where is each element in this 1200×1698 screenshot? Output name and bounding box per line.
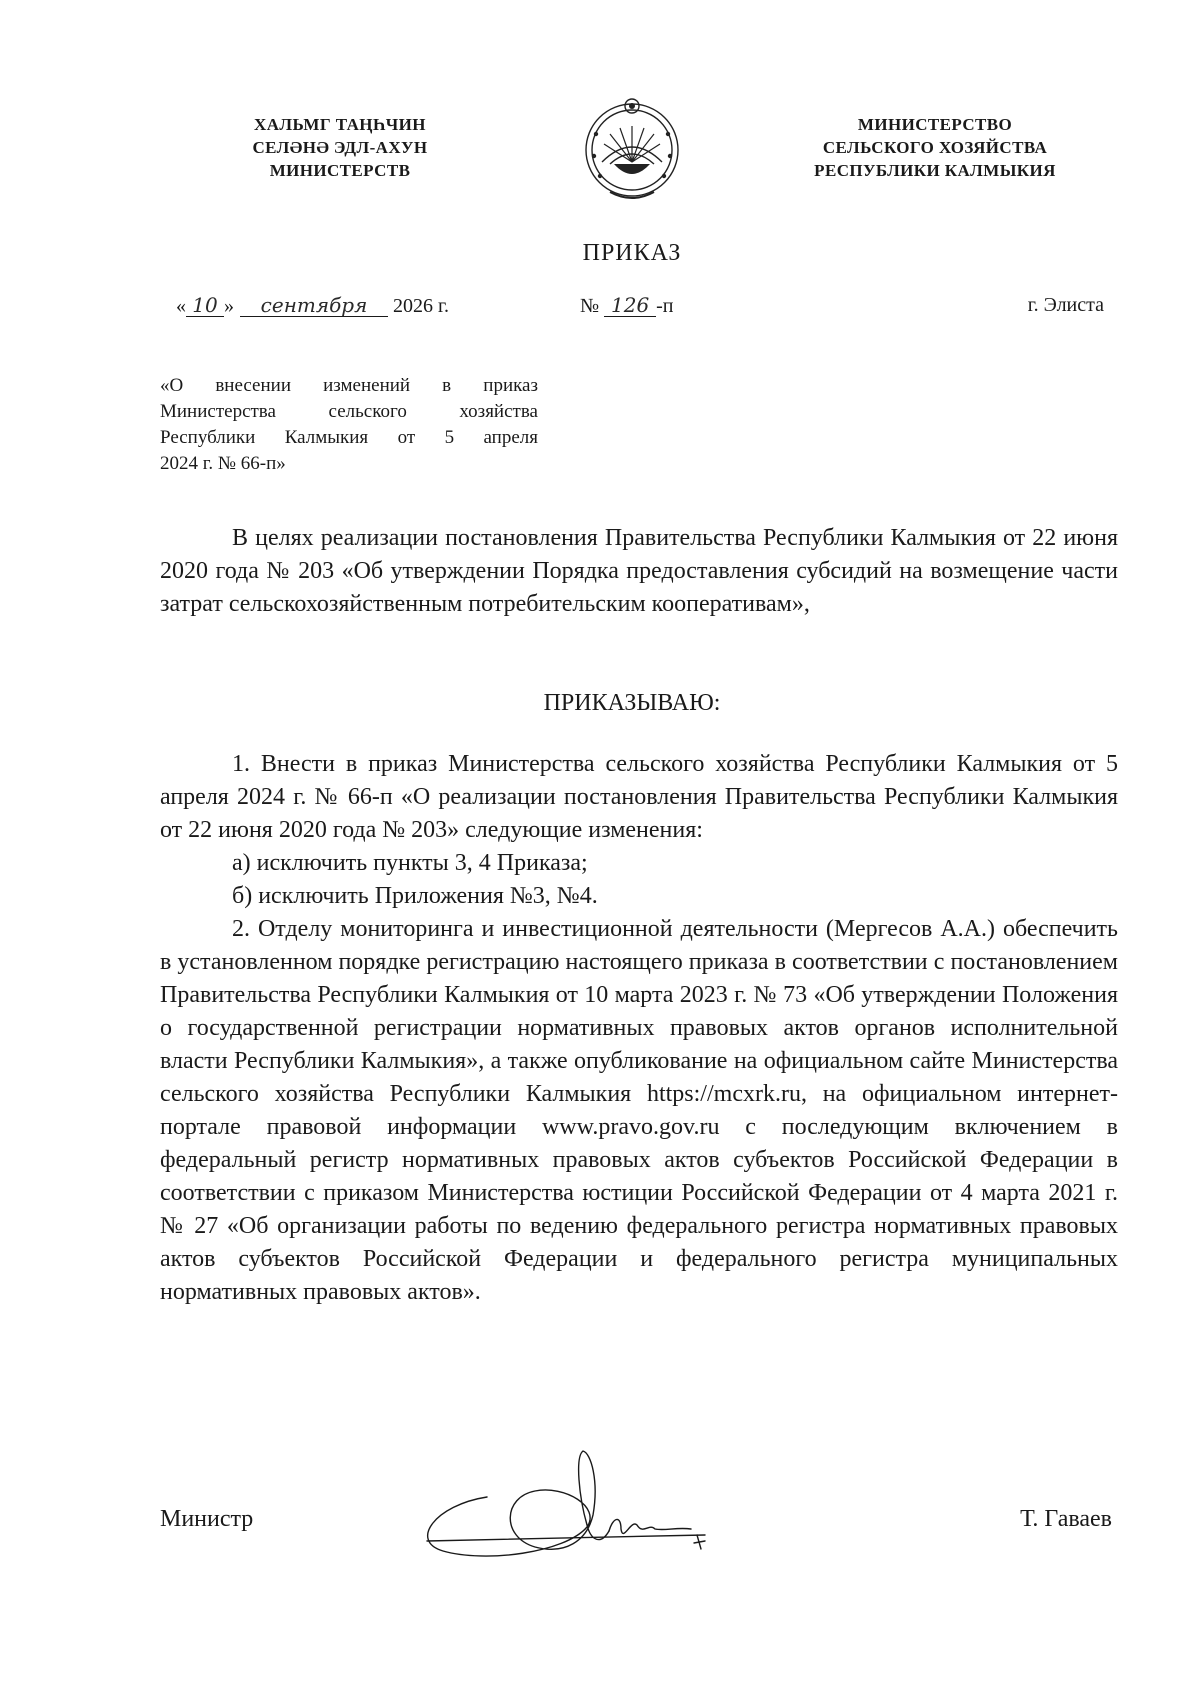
header-left-line: ХАЛЬМГ ТАҢҺЧИН (254, 115, 426, 134)
item-2: 2. Отделу мониторинга и инвестиционной деятельности (Мергесов А.А.) обеспечить в установленном порядке регистрацию настоящего приказа в соответствии с постановлением Правительства Республики Калмыкия от 10 марта 2023 г. № 73 «Об утверждении Положения о государственной регистрации нормативных правовых актов органов исполнительной власти Республики Калмыкия», а также опубликование на официальном сайте Министерства сельского хозяйства Республики Калмыкия https://mcxrk.ru, на официальном интернет-портале правовой информации www.pravo.gov.ru с последующим включением в федеральный регистр нормативных правовых актов субъектов Российской Федерации в соответствии с приказом Министерства юстиции Российской Федерации от 4 марта 2021 г. № 27 «Об организации работы по ведению федерального регистра нормативных правовых актов субъектов Российской Федерации и федерального регистра муниципальных нормативных правовых актов». (160, 916, 1118, 1305)
document-title: ПРИКАЗ (582, 240, 682, 266)
header-right-line: РЕСПУБЛИКИ КАЛМЫКИЯ (814, 161, 1056, 180)
subject-line: «О внесении изменений в приказ (160, 375, 538, 396)
number-prefix: № (580, 295, 600, 317)
header-left-kalmyk (215, 113, 465, 182)
date-close-quote: » (224, 295, 234, 317)
item-1a: а) исключить пункты 3, 4 Приказа; (232, 850, 588, 876)
date-month: сентября (240, 294, 388, 317)
order-city: г. Элиста (1027, 294, 1104, 316)
order-number (580, 294, 673, 318)
header-right-line: СЕЛЬСКОГО ХОЗЯЙСТВА (822, 138, 1048, 157)
date-day: 10 (186, 294, 224, 317)
order-subject (160, 373, 538, 477)
number-suffix: -п (656, 295, 674, 317)
preamble-text: В целях реализации постановления Правительства Республики Калмыкия от 22 июня 2020 года № 203 «Об утверждении Порядка предоставления субсидий на возмещение части затрат сельскохозяйственным потребительским кооперативам», (160, 525, 1118, 617)
preamble (160, 522, 1118, 621)
subject-line: Министерства сельского хозяйства (160, 401, 538, 422)
coat-of-arms-icon (580, 92, 684, 208)
header-right-line: МИНИСТЕРСТВО (857, 115, 1013, 134)
item-1b: б) исключить Приложения №3, №4. (232, 883, 598, 909)
number-value: 126 (604, 294, 656, 317)
date-year: 2026 г. (393, 295, 449, 317)
order-word: ПРИКАЗЫВАЮ: (543, 690, 721, 716)
order-date (176, 294, 449, 318)
header-right-russian (770, 113, 1100, 182)
handwritten-signature-icon (415, 1445, 745, 1575)
header-left-line: МИНИСТЕРСТВ (269, 161, 411, 180)
date-open-quote: « (176, 295, 186, 317)
order-items (160, 748, 1118, 1309)
item-1: 1. Внести в приказ Министерства сельского хозяйства Республики Калмыкия от 5 апреля 2024 г. № 66-п «О реализации постановления Правительства Республики Калмыкия от 22 июня 2020 года № 203» следующие изменения: (160, 751, 1118, 843)
signatory-role: Министр (160, 1506, 254, 1532)
signatory-name: Т. Гаваев (1020, 1506, 1112, 1532)
subject-line: Республики Калмыкия от 5 апреля (160, 427, 538, 448)
subject-line: 2024 г. № 66-п» (160, 453, 286, 474)
header-left-line: СЕЛӘНӘ ЭДЛ-АХУН (252, 138, 428, 157)
